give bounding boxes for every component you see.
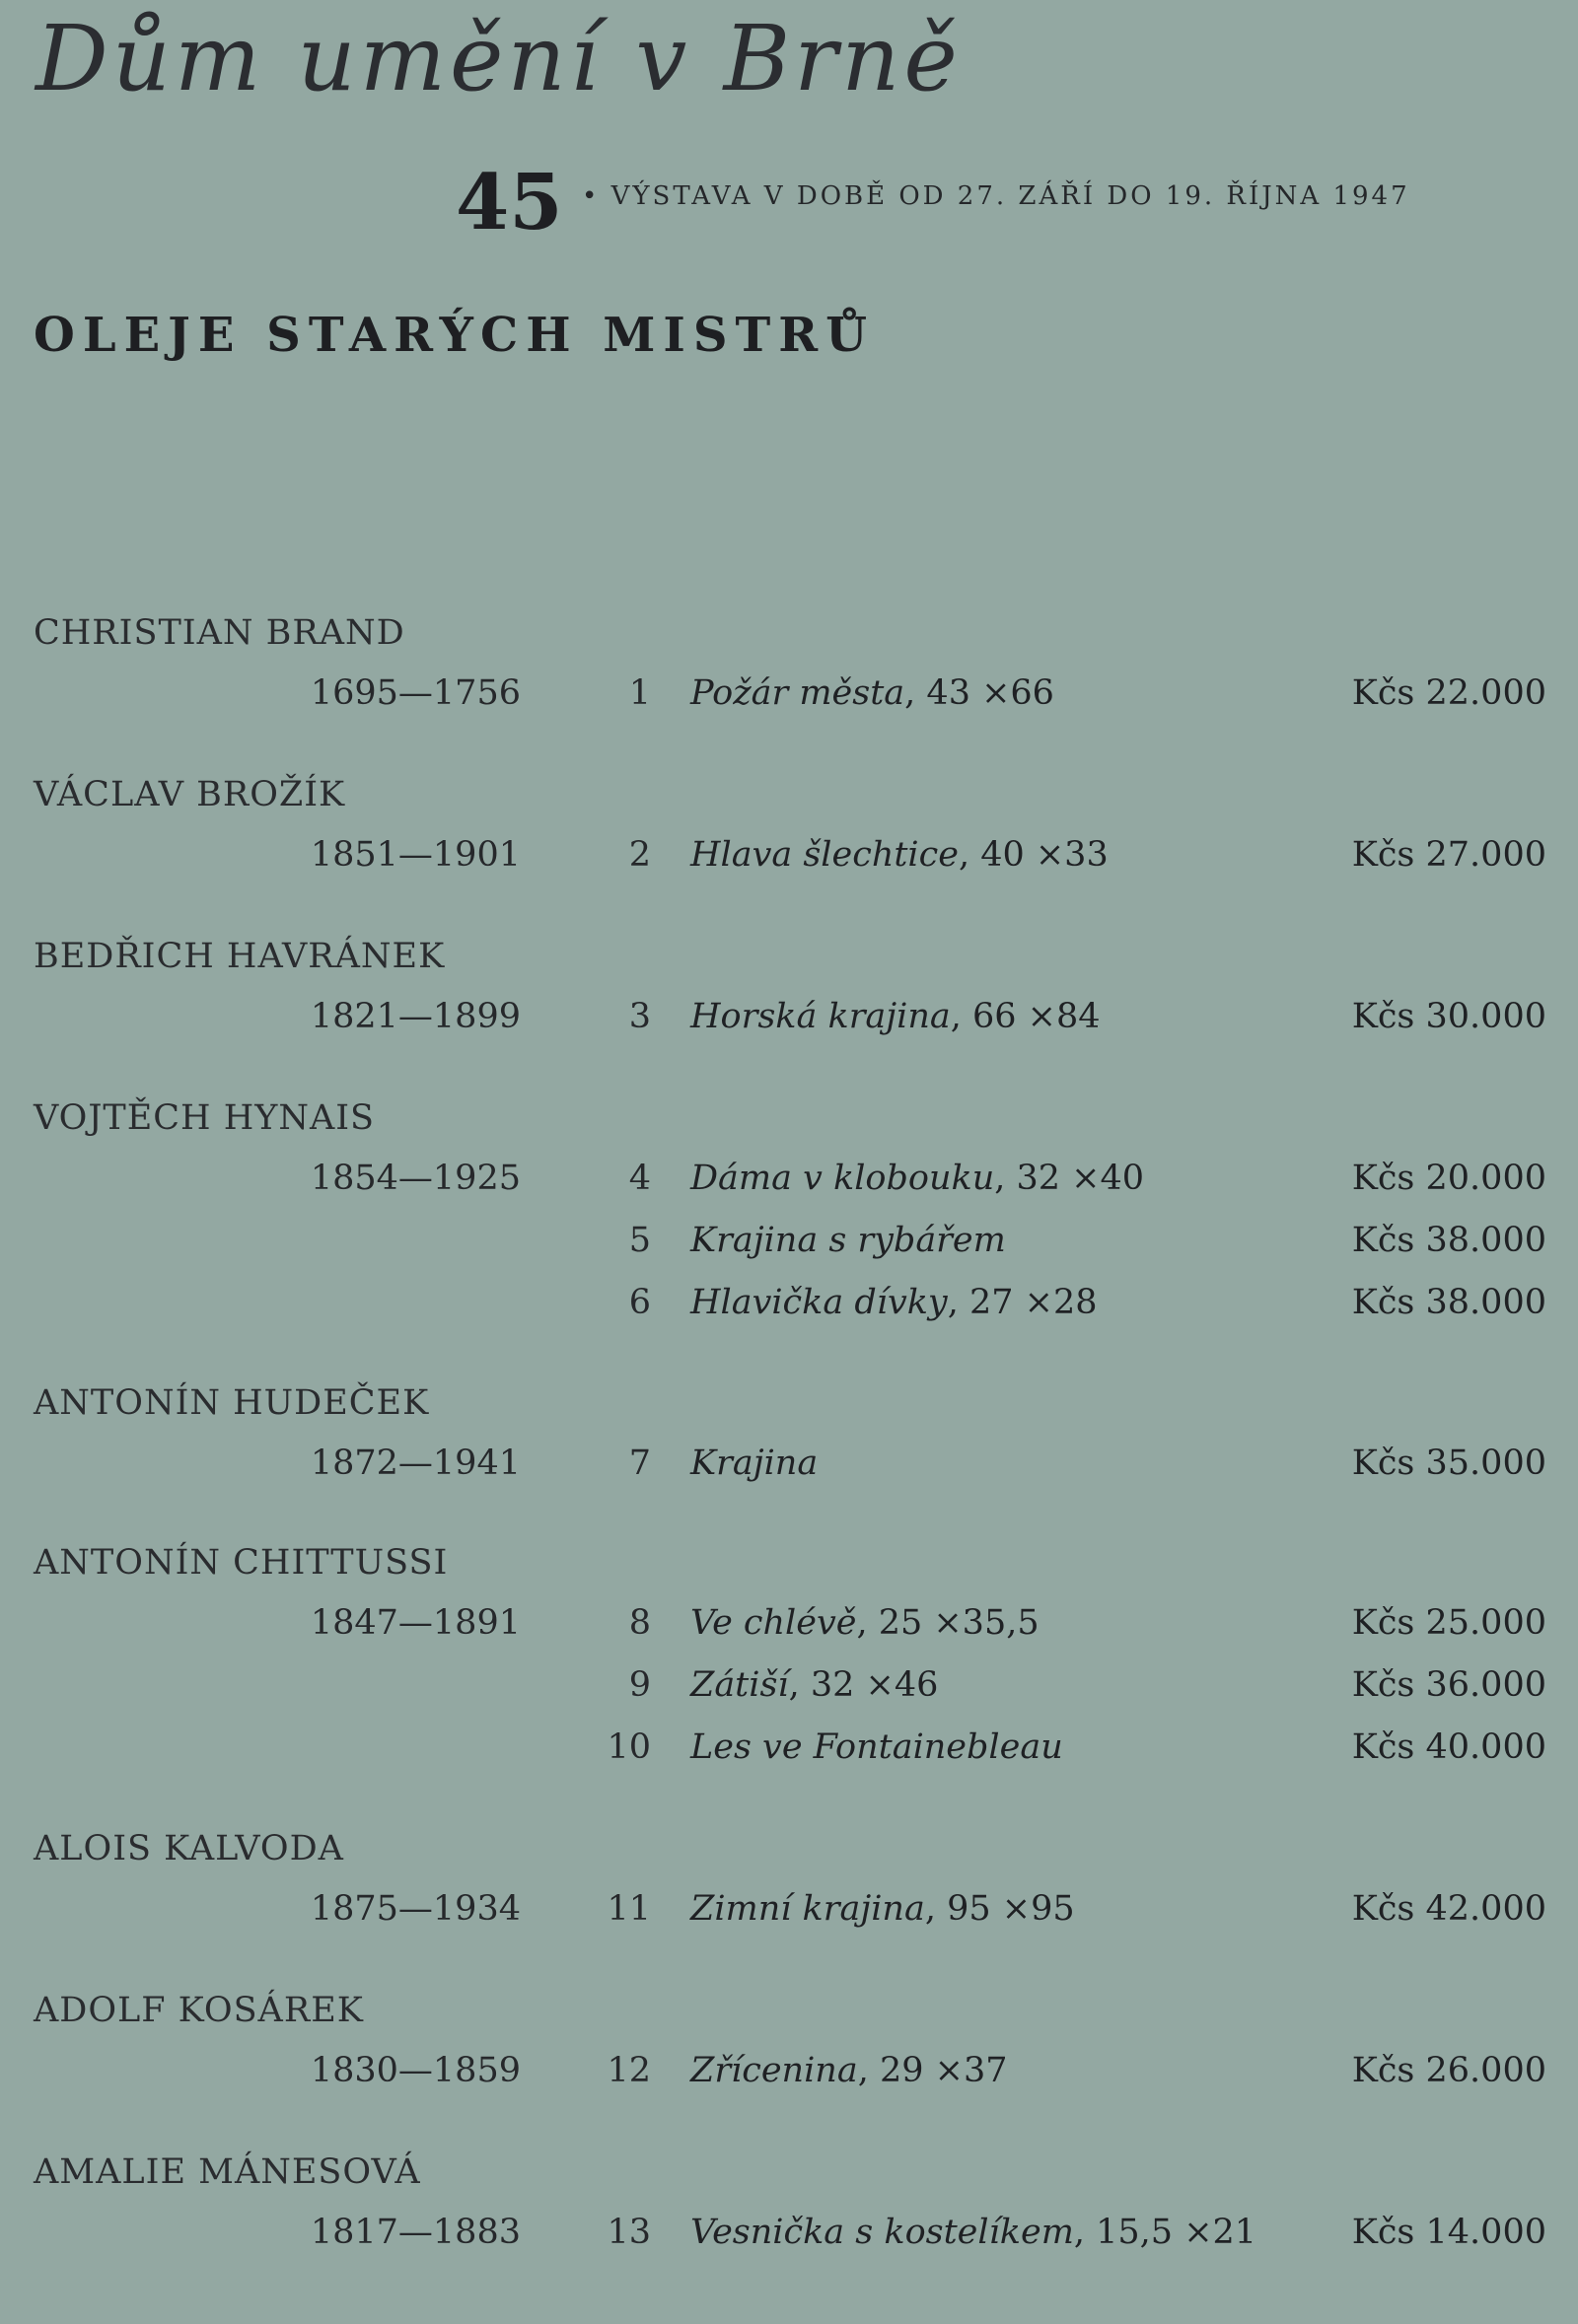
- artwork-price: Kčs 22.000: [1351, 673, 1546, 713]
- artist-years: 1875—1934: [310, 1889, 521, 1929]
- artwork-dimensions: , 66 ×84: [950, 997, 1101, 1036]
- exhibition-title: OLEJE STARÝCH MISTRŮ: [34, 308, 875, 363]
- artist-years: 1854—1925: [310, 1159, 521, 1198]
- artwork-dimensions: , 25 ×35,5: [856, 1603, 1040, 1643]
- artwork-name: Les ve Fontainebleau: [690, 1727, 1063, 1767]
- artwork-dimensions: , 43 ×66: [904, 673, 1054, 713]
- artist-years: 1821—1899: [310, 997, 521, 1036]
- artwork-dimensions: , 95 ×95: [924, 1889, 1075, 1929]
- artwork-dimensions: , 32 ×46: [788, 1665, 939, 1705]
- artwork-name: Ve chlévě: [690, 1603, 857, 1643]
- artwork-title: [690, 997, 1101, 1036]
- artwork-name: Zřícenina: [690, 2051, 858, 2090]
- artist-years: 1695—1756: [310, 673, 521, 713]
- catalog-number: 4: [628, 1159, 651, 1198]
- artwork-price: Kčs 20.000: [1351, 1159, 1546, 1198]
- artwork-name: Horská krajina: [690, 997, 951, 1036]
- artwork-name: Hlavička dívky: [690, 1283, 948, 1322]
- artwork-title: [690, 1727, 1063, 1767]
- artwork-name: Krajina: [690, 1444, 819, 1483]
- catalog-entry: [0, 2213, 1578, 2262]
- artwork-price: Kčs 26.000: [1351, 2051, 1546, 2090]
- artist-name: CHRISTIAN BRAND: [34, 613, 405, 653]
- artwork-title: [690, 1603, 1040, 1643]
- artist-name: VOJTĚCH HYNAIS: [34, 1098, 376, 1138]
- artwork-title: [690, 1444, 818, 1483]
- artwork-name: Dáma v klobouku: [690, 1159, 995, 1198]
- artist-name: ALOIS KALVODA: [34, 1829, 344, 1868]
- catalog-number: 5: [628, 1221, 651, 1260]
- artwork-price: Kčs 42.000: [1351, 1889, 1546, 1929]
- artwork-price: Kčs 35.000: [1351, 1444, 1546, 1483]
- artwork-price: Kčs 30.000: [1351, 997, 1546, 1036]
- catalog-number: 9: [628, 1665, 651, 1705]
- catalog-entry: [0, 997, 1578, 1046]
- artwork-title: [690, 673, 1054, 713]
- catalog-entry: [0, 1221, 1578, 1270]
- artwork-name: Zátiší: [690, 1665, 789, 1705]
- artwork-title: [690, 1665, 938, 1705]
- catalog-number: 8: [628, 1603, 651, 1643]
- artwork-price: Kčs 27.000: [1351, 835, 1546, 875]
- artwork-title: [690, 2051, 1007, 2090]
- catalog-number: 12: [607, 2051, 651, 2090]
- artwork-price: Kčs 36.000: [1351, 1665, 1546, 1705]
- artwork-price: Kčs 40.000: [1351, 1727, 1546, 1767]
- catalog-number: 2: [628, 835, 651, 875]
- artwork-title: [690, 1159, 1144, 1198]
- catalog-entry: [0, 1603, 1578, 1653]
- catalog-entry: [0, 1159, 1578, 1208]
- artwork-name: Zimní krajina: [690, 1889, 925, 1929]
- exhibition-number: 45: [456, 158, 563, 247]
- catalog-number: 11: [607, 1889, 651, 1929]
- artwork-title: [690, 1889, 1075, 1929]
- artist-name: AMALIE MÁNESOVÁ: [34, 2152, 421, 2192]
- artwork-dimensions: , 27 ×28: [947, 1283, 1098, 1322]
- catalog-entry: [0, 835, 1578, 884]
- catalog-entry: [0, 1889, 1578, 1938]
- artwork-title: [690, 1283, 1098, 1322]
- artist-years: 1872—1941: [310, 1444, 521, 1483]
- catalog-number: 3: [628, 997, 651, 1036]
- institution-title: Dům umění v Brně: [36, 6, 962, 111]
- artwork-price: Kčs 38.000: [1351, 1283, 1546, 1322]
- artist-name: ANTONÍN CHITTUSSI: [34, 1543, 449, 1583]
- artwork-dimensions: , 32 ×40: [994, 1159, 1145, 1198]
- catalog-entry: [0, 2051, 1578, 2100]
- artist-years: 1851—1901: [310, 835, 521, 875]
- artwork-title: [690, 835, 1109, 875]
- catalog-entry: [0, 1444, 1578, 1493]
- artwork-name: Vesnička s kostelíkem: [690, 2213, 1074, 2252]
- exhibition-dates: • VÝSTAVA V DOBĚ OD 27. ZÁŘÍ DO 19. ŘÍJNA 1947: [582, 181, 1410, 211]
- artist-name: VÁCLAV BROŽÍK: [34, 775, 346, 814]
- artist-name: ADOLF KOSÁREK: [34, 1991, 364, 2030]
- catalog-number: 13: [607, 2213, 651, 2252]
- artwork-price: Kčs 38.000: [1351, 1221, 1546, 1260]
- artist-name: BEDŘICH HAVRÁNEK: [34, 937, 446, 976]
- artwork-name: Krajina s rybářem: [690, 1221, 1006, 1260]
- artist-years: 1830—1859: [310, 2051, 521, 2090]
- artwork-title: [690, 2213, 1256, 2252]
- artwork-title: [690, 1221, 1006, 1260]
- artwork-name: Požár města: [690, 673, 905, 713]
- catalog-entry: [0, 1727, 1578, 1777]
- catalog-entry: [0, 1665, 1578, 1715]
- catalog-entry: [0, 673, 1578, 723]
- artwork-name: Hlava šlechtice: [690, 835, 959, 875]
- catalog-number: 6: [628, 1283, 651, 1322]
- catalog-number: 10: [607, 1727, 651, 1767]
- artwork-price: Kčs 25.000: [1351, 1603, 1546, 1643]
- artwork-dimensions: , 15,5 ×21: [1073, 2213, 1257, 2252]
- catalog-number: 1: [628, 673, 651, 713]
- artist-years: 1847—1891: [310, 1603, 521, 1643]
- artist-years: 1817—1883: [310, 2213, 521, 2252]
- artwork-dimensions: , 29 ×37: [857, 2051, 1008, 2090]
- catalog-number: 7: [628, 1444, 651, 1483]
- catalog-entry: [0, 1283, 1578, 1332]
- artwork-dimensions: , 40 ×33: [958, 835, 1109, 875]
- artwork-price: Kčs 14.000: [1351, 2213, 1546, 2252]
- artist-name: ANTONÍN HUDEČEK: [34, 1383, 430, 1423]
